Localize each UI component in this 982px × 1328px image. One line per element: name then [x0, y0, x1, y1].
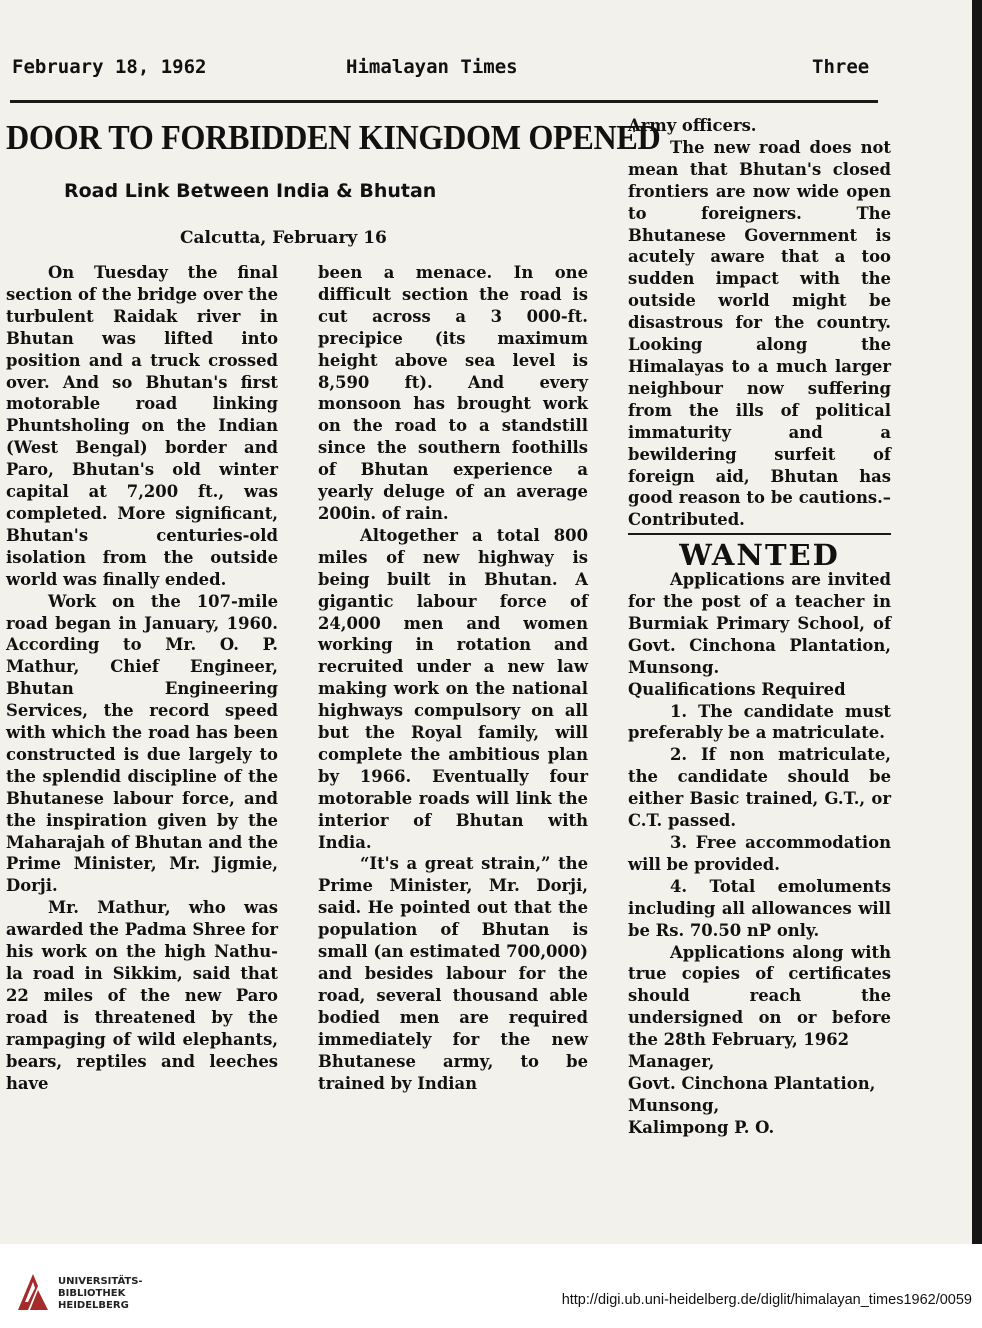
article-paragraph: been a menace. In one difficult section the road is cut across a 3 000-ft. precipice (its maximum height above sea level is 8,590 ft). And every monsoon has brought work on the road to a standstill since the southern foothills of Bhutan experience a yearly deluge of an average 200in. of rain. [318, 263, 588, 523]
article-paragraph: The new road does not mean that Bhutan's closed frontiers are now wide open to foreigners. The Bhutanese Government is acutely aware that a too sudden impact with the outside world might be disastrous for the country. Looking along the Himalayas to a much larger neighbour now suffering from the ills of political immaturity and a bewildering surfeit of foreign aid, Bhutan has good reason to be cautions.–Contributed. [628, 137, 891, 530]
advert-signature-line: Govt. Cinchona Plantation, [628, 1073, 876, 1093]
viewer-footer [0, 1244, 982, 1328]
article-headline: DOOR TO FORBIDDEN KINGDOM OPENED [6, 118, 661, 157]
advert-signature-line: Kalimpong P. O. [628, 1117, 775, 1137]
advert-title: WANTED [679, 538, 840, 573]
wanted-advert [628, 538, 891, 1138]
masthead-date: February 18, 1962 [12, 56, 207, 78]
article-paragraph: Work on the 107-mile road began in January, 1960. According to Mr. O. P. Mathur, Chief Engineer, Bhutan Engineering Services, the record speed with which the road has been constructed is due largely to the splendid discipline of the Bhutanese labour force, and the inspiration given by the Maharajah of Bhutan and the Prime Minister, Mr. Jigmie, Dorji. [6, 591, 278, 896]
advert-signature-line: Munsong, [628, 1095, 720, 1115]
article-dateline: Calcutta, February 16 [180, 228, 387, 248]
advert-item: 3. Free accommodation will be provided. [628, 833, 891, 874]
advert-qualifications-heading: Qualifications Required [628, 679, 846, 699]
article-subhead: Road Link Between India & Bhutan [64, 180, 437, 202]
advert-item: 2. If non matriculate, the candidate should be either Basic trained, G.T., or C.T. passed. [628, 745, 891, 831]
article-paragraph: On Tuesday the final section of the bridge over the turbulent Raidak river in Bhutan was lifted into position and a truck crossed over. And so Bhutan's first motorable road linking Phuntsholing on the Indian (West Bengal) border and Paro, Bhutan's old winter capital at 7,200 ft., was completed. More significant, Bhutan's centuries-old isolation from the outside world was finally ended. [6, 263, 278, 589]
article-column-1 [6, 262, 278, 1094]
advert-closing: Applications along with true copies of certificates should reach the undersigned on or before the 28th February, 1962 [628, 942, 891, 1050]
article-paragraph: “It's a great strain,” the Prime Minister, Mr. Dorji, said. He pointed out that the population of Bhutan is small (an estimated 700,000) and besides labour for the road, several thousand able bodied men are required immediately for the new Bhutanese army, to be trained by Indian [318, 854, 588, 1093]
source-url-link[interactable]: http://digi.ub.uni-heidelberg.de/diglit/himalayan_times1962/0059 [561, 1292, 972, 1308]
library-name: UNIVERSITÄTS- BIBLIOTHEK HEIDELBERG [58, 1276, 143, 1311]
masthead-rule [10, 100, 878, 103]
advert-item: 1. The candidate must preferably be a matriculate. [628, 701, 891, 743]
scan-edge [972, 0, 982, 1244]
advert-signature-line: Manager, [628, 1052, 715, 1072]
article-column-2 [318, 262, 588, 1094]
advert-divider [628, 533, 891, 535]
advert-intro: Applications are invited for the post of a teacher in Burmiak Primary School, of Govt. Cinchona Plantation, Munsong. [628, 570, 891, 677]
article-column-3 [628, 115, 891, 1139]
article-paragraph: Altogether a total 800 miles of new highway is being built in Bhutan. A gigantic labour force of 24,000 men and women working in rotation and recruited under a new law making work on the national highways compulsory on all but the Royal family, will complete the ambitious plan by 1966. Eventually four motorable roads will link the interior of Bhutan with India. [318, 525, 588, 852]
masthead-page-number: Three [812, 56, 870, 78]
article-paragraph: Army officers. [628, 116, 757, 135]
advert-item: 4. Total emoluments including all allowances will be Rs. 70.50 nP only. [628, 876, 891, 940]
masthead-paper-name: Himalayan Times [346, 56, 518, 78]
article-paragraph: Mr. Mathur, who was awarded the Padma Shree for his work on the high Nathu-la road in Sikkim, said that 22 miles of the new Paro road is threatened by the rampaging of wild elephants, bears, reptiles and leeches have [6, 898, 278, 1093]
university-library-logo-icon [16, 1272, 50, 1316]
